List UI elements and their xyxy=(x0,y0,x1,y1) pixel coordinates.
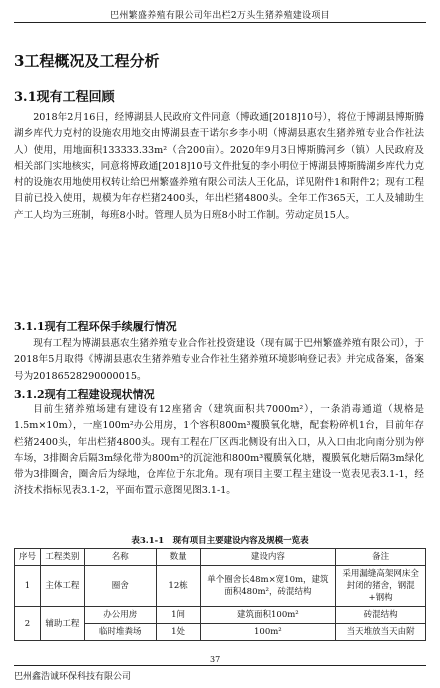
table-header-cell: 名称 xyxy=(84,549,156,566)
table-cell: 1处 xyxy=(156,624,200,641)
subsection-title-env: 3.1.1现有工程环保手续履行情况 xyxy=(14,320,177,333)
table-cell: 12栋 xyxy=(156,566,200,607)
table-header-cell: 序号 xyxy=(15,549,41,566)
table-cell: 主体工程 xyxy=(40,566,84,607)
paragraph-overview: 2018年2月16日，经博湖县人民政府文件同意（博政通[2018]10号），将位于博湖县博斯腾湖乡库代力克村的设施农用地交由博湖县查干诺尔乡李小明（博湖县惠农生猪养殖专业合作社法人）使用，用地面积133333.33m²（合200亩）。2020年9月3日博斯腾河乡（镇）人民政府及相关部门实地核实，同意将博政通[2018]10号文件批复的李小明位于博湖县博斯腾湖乡库代力克村的设施农用地使用权转让给巴州繁盛养殖有限公司法人王化品，详见附件1和附件2；现有工程目前已投入使用，规模为年存栏猪2400头，年出栏猪4800头。全年工作365天，工人及辅助生产工人均为三班制，每班8小时。管理人员为日班8小时工作制。劳动定员15人。 xyxy=(14,112,424,221)
table-cell: 建筑面积100m² xyxy=(200,607,336,624)
subsection-title: 3.1现有工程回顾 xyxy=(14,90,115,105)
table-caption: 表3.1-1 现有项目主要建设内容及规模一览表 xyxy=(131,536,309,546)
table-cell: 2 xyxy=(15,607,41,641)
table-cell: 圈舍 xyxy=(84,566,156,607)
table-cell: 临时堆粪场 xyxy=(84,624,156,641)
table-header-row xyxy=(15,549,426,566)
table-row xyxy=(15,566,426,607)
table-cell: 单个圈舍长48m×宽10m，建筑面积480m²，砖混结构 xyxy=(200,566,336,607)
table-row xyxy=(15,607,426,624)
header-divider xyxy=(14,22,426,23)
table-cell: 辅助工程 xyxy=(40,607,84,641)
table-cell: 办公用房 xyxy=(84,607,156,624)
page-number: 37 xyxy=(210,655,221,664)
table-header-cell: 建设内容 xyxy=(200,549,336,566)
footer-company: 巴州鑫浩诚环保科技有限公司 xyxy=(14,672,132,682)
page-header: 巴州繁盛养殖有限公司年出栏2万头生猪养殖建设项目 xyxy=(110,11,330,21)
section-title: 3工程概况及工程分析 xyxy=(14,52,160,70)
paragraph-status: 目前生猪养殖场建有建设有12座猪舍（建筑面积共7000m²），一条消毒通道（规格是1.5m×10m），一座100m²办公用房，1个容积800m³覆膜氧化塘，配套粉碎机1台，目前年存栏猪2400头，年出栏猪4800头。现有工程在厂区西北侧设有出入口，从入口由北向南分别为停车场，3排圈舍后隔3m绿化带为800m³的沉淀池和800m³覆膜氧化塘，覆膜氧化塘后隔3m绿化带为3排圈舍，圈舍后为绿地，仓库位于东北角。现有项目主要工程主建设一览表见表3.1-1，经济技术指标见表3.1-2，平面布置示意图见图3.1-1。 xyxy=(14,404,424,497)
table-cell: 采用漏缝高架网床全封闭的猪舍，钢混+钢构 xyxy=(336,566,426,607)
footer-divider xyxy=(14,665,426,666)
project-table xyxy=(14,548,426,641)
subsection-title-status: 3.1.2现有工程建设现状情况 xyxy=(14,388,155,401)
table-cell: 100m² xyxy=(200,624,336,641)
table-cell: 当天堆放当天由附 xyxy=(336,624,426,641)
table-cell: 1 xyxy=(15,566,41,607)
table-cell: 1间 xyxy=(156,607,200,624)
paragraph-env: 现有工程为博湖县惠农生猪养殖专业合作社投资建设（现有属于巴州繁盛养殖有限公司），于2018年5月取得《博湖县惠农生猪养殖专业合作社生猪养殖环境影响登记表》并完成备案，备案号为20186528290000015。 xyxy=(14,338,424,382)
table-header-cell: 工程类别 xyxy=(40,549,84,566)
table-cell: 砖混结构 xyxy=(336,607,426,624)
table-header-cell: 备注 xyxy=(336,549,426,566)
table-header-cell: 数量 xyxy=(156,549,200,566)
